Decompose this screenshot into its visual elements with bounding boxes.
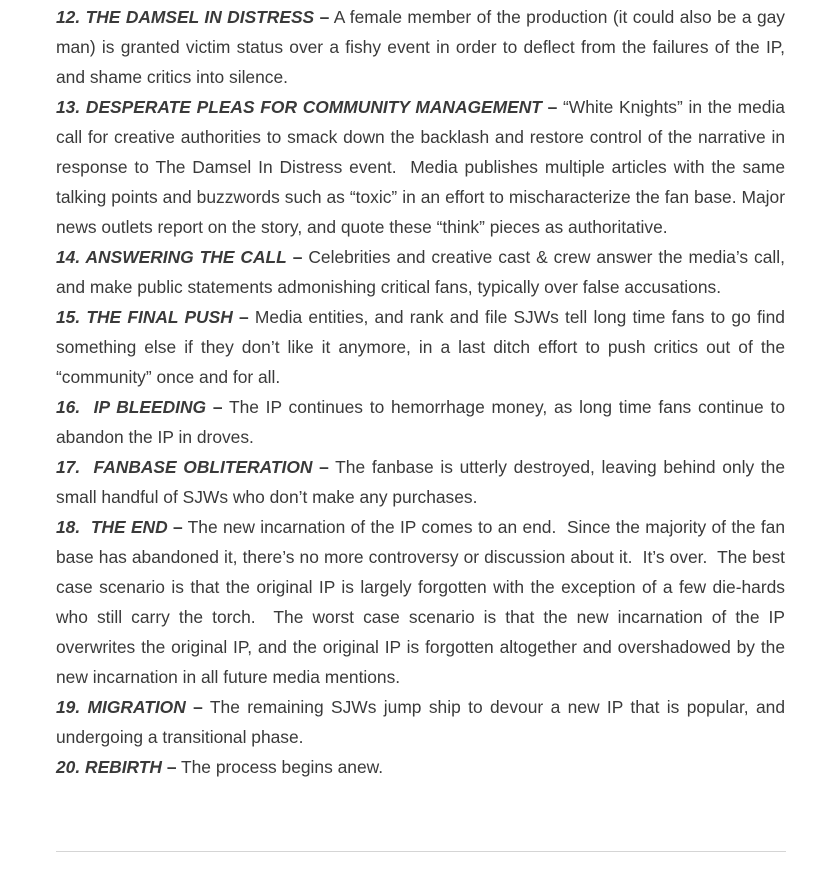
item-dash: – xyxy=(312,457,329,477)
list-item xyxy=(56,452,785,512)
item-dash: – xyxy=(167,517,183,537)
item-heading: 16. IP BLEEDING xyxy=(56,397,207,417)
item-dash: – xyxy=(206,397,223,417)
item-heading: 19. MIGRATION xyxy=(56,697,186,717)
list-item xyxy=(56,302,785,392)
list-item xyxy=(56,392,785,452)
item-dash: – xyxy=(185,697,203,717)
item-heading: 18. THE END xyxy=(56,517,168,537)
list-item xyxy=(56,692,785,752)
item-heading: 20. REBIRTH xyxy=(56,757,162,777)
item-dash: – xyxy=(314,7,330,27)
item-heading: 15. THE FINAL PUSH xyxy=(56,307,233,327)
content-divider xyxy=(56,851,786,852)
list-item xyxy=(56,2,785,92)
list-item xyxy=(56,512,785,692)
item-dash: – xyxy=(161,757,177,777)
item-dash: – xyxy=(232,307,249,327)
item-heading: 14. ANSWERING THE CALL xyxy=(56,247,287,267)
item-body: The fanbase is utterly destroyed, leaving behind only the small handful of SJWs who don’t make any purchases. xyxy=(56,457,785,507)
item-body: The process begins anew. xyxy=(176,757,384,777)
list-item xyxy=(56,242,785,302)
item-heading: 17. FANBASE OBLITERATION xyxy=(56,457,313,477)
item-body: The IP continues to hemorrhage money, as long time fans continue to abandon the IP in droves. xyxy=(56,397,785,447)
item-dash: – xyxy=(286,247,303,267)
list-item xyxy=(56,752,785,782)
article-body xyxy=(56,2,785,782)
item-dash: – xyxy=(541,97,558,117)
list-item xyxy=(56,92,785,242)
item-body: A female member of the production (it could also be a gay man) is granted victim status over a fishy event in order to deflect from the failures of the IP, and shame critics into silence. xyxy=(56,7,785,87)
item-heading: 12. THE DAMSEL IN DISTRESS xyxy=(56,7,315,27)
item-body: “White Knights” in the media call for creative authorities to smack down the backlash and restore control of the narrative in response to The Damsel In Distress event. Media publishes multiple articles with the same talking points and buzzwords such as “toxic” in an effort to mischaracterize the fan base. Major news outlets report on the story, and quote these “think” pieces as authoritative. xyxy=(56,97,785,237)
item-body: The new incarnation of the IP comes to an end. Since the majority of the fan base has abandoned it, there’s no more controversy or discussion about it. It’s over. The best case scenario is that the original IP is largely forgotten with the exception of a few die-hards who still carry the torch. The worst case scenario is that the new incarnation of the IP overwrites the original IP, and the original IP is forgotten altogether and overshadowed by the new incarnation in all future media mentions. xyxy=(56,517,785,687)
item-body: Celebrities and creative cast & crew answer the media’s call, and make public statements admonishing critical fans, typically over false accusations. xyxy=(56,247,785,297)
item-heading: 13. DESPERATE PLEAS FOR COMMUNITY MANAGEMENT xyxy=(56,97,542,117)
item-body: Media entities, and rank and file SJWs tell long time fans to go find something else if they don’t like it anymore, in a last ditch effort to push critics out of the “community” once and for all. xyxy=(56,307,785,387)
item-body: The remaining SJWs jump ship to devour a new IP that is popular, and undergoing a transitional phase. xyxy=(56,697,785,747)
